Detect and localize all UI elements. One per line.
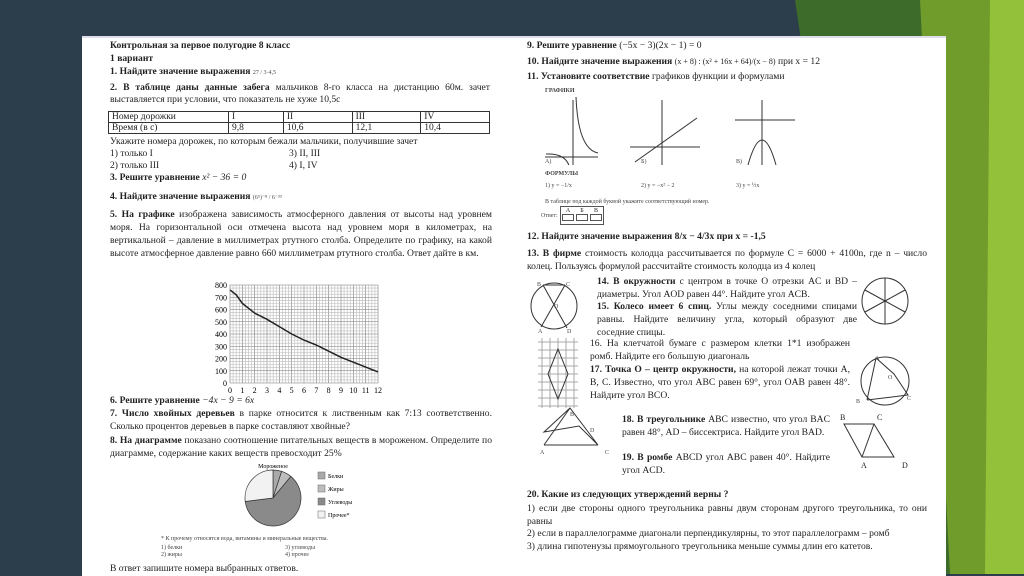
table-cell: IV — [421, 112, 490, 123]
q8-option: 4) прочее — [285, 552, 309, 558]
table-cell: I — [229, 112, 284, 123]
q6-text: 6. Решите уравнение — [110, 395, 200, 406]
q19-text: ABCD угол ABC равен 40°. Найдите угол ACD. — [622, 452, 830, 476]
q10-tail: при x = 12 — [777, 56, 820, 67]
x-tick-label: 11 — [361, 386, 370, 395]
fig-label: C — [877, 413, 883, 422]
q10-text: 10. Найдите значение выражения — [527, 56, 673, 67]
fig-label: A — [540, 450, 545, 456]
graphs-label: ГРАФИКИ — [545, 88, 575, 94]
x-tick-label: 12 — [374, 386, 382, 395]
q14-bold: 14. В окружности — [597, 276, 676, 287]
y-tick-label: 0 — [223, 379, 227, 388]
answer-cell-v[interactable] — [590, 208, 602, 223]
question-8 — [110, 434, 492, 460]
q17-bold: 17. Точка O – центр окружности, — [590, 364, 736, 375]
fig-label: C — [605, 450, 610, 456]
y-tick-label: 600 — [215, 305, 227, 315]
legend-label: Белки — [328, 474, 344, 480]
question-3 — [110, 172, 246, 184]
worksheet-title: Контрольная за первое полугодие 8 класс — [110, 40, 291, 51]
q12-tail: при x = -1,5 — [716, 231, 766, 242]
table-cell: Время (в с) — [109, 123, 229, 134]
fig-label: A — [538, 329, 543, 335]
answer-label: Ответ: — [541, 213, 558, 219]
race-table — [108, 111, 490, 134]
fig-label: B — [856, 399, 861, 405]
q11-text: графиков функции и формулами — [651, 71, 785, 82]
q2-option: 2) только III — [110, 160, 160, 171]
q3-text: 3. Решите уравнение — [110, 172, 200, 183]
question-12 — [527, 231, 766, 243]
x-tick-label: 7 — [314, 386, 319, 395]
question-15 — [597, 300, 857, 339]
q4-expression: (6⁵)⁻⁸ / 6⁻³³ — [252, 195, 282, 201]
legend-swatch — [318, 498, 325, 505]
table-cell: 9,8 — [229, 123, 284, 134]
fig-label: B — [537, 282, 542, 288]
fig-label: D — [590, 428, 595, 434]
q3-expression: x² − 36 = 0 — [202, 172, 247, 183]
question-6 — [110, 395, 254, 407]
question-4 — [110, 191, 282, 204]
y-tick-label: 400 — [215, 330, 227, 339]
q8-text: показано соотношение питательных веществ в мороженом. Определите по диаграмме, содержание каких веществ превосходит 25% — [110, 435, 492, 459]
q5-text: изображена зависимость атмосферного давления от высоты над уровнем моря. На горизонтальной оси отмечена высота над уровнем моря в километрах, на вертикальной – давление в миллиметрах ртутного столба. Определите по графику, на какой высоте атмосферное давление равно 660 миллиметрам ртутного столба. Ответ дайте в км. — [110, 209, 492, 259]
table-cell: Номер дорожки — [109, 112, 229, 123]
answer-cell-b[interactable] — [576, 208, 588, 223]
pie-footnote: * К прочему относятся вода, витамины и минеральные вещества. — [161, 536, 329, 542]
q13-bold: 13. В фирме — [527, 248, 582, 259]
graph-label-b: Б) — [641, 159, 647, 165]
answer-col-label: Б — [580, 208, 584, 214]
q11-instruction: В таблице под каждой буквой укажите соответствующий номер. — [545, 199, 710, 205]
answer-cell-a[interactable] — [562, 208, 574, 223]
question-13 — [527, 247, 927, 273]
q8-option: 3) углеводы — [285, 545, 316, 551]
icecream-pie-chart — [230, 462, 390, 534]
q20-option: 1) если две стороны одного треугольника равны двум сторонам другого треугольника, то они равны — [527, 503, 927, 527]
question-11 — [527, 71, 784, 83]
x-tick-label: 4 — [277, 386, 282, 395]
formula-3: 3) y = ½x — [736, 183, 760, 189]
q8-option: 1) белки — [161, 545, 183, 551]
q12-text: 12. Найдите значение выражения — [527, 231, 673, 242]
x-tick-label: 0 — [228, 386, 232, 395]
question-16: 16. На клетчатой бумаге с размером клетки 1*1 изображен ромб. Найдите его большую диагональ — [590, 338, 850, 362]
question-7 — [110, 407, 492, 433]
answer-instruction: В ответ запишите номера выбранных ответов. — [110, 563, 299, 574]
answer-col-label: А — [565, 208, 571, 214]
question-1 — [110, 66, 276, 79]
table-cell: 10,6 — [283, 123, 352, 134]
q2-text: мальчиков 8-го класса на дистанцию 60м. зачет выставляется при условии, что показатель не хуже 10,5с — [110, 82, 490, 105]
fig-label: D — [902, 461, 908, 470]
graph-label-a: А) — [545, 159, 552, 165]
x-tick-label: 8 — [326, 386, 331, 395]
answer-col-label: В — [593, 208, 598, 214]
q15-text: Углы между соседними спицами равны. Найдите величину угла, который образуют две соседние спицы. — [597, 301, 857, 338]
legend-label: Жиры — [328, 487, 344, 493]
y-tick-label: 800 — [215, 281, 227, 290]
legend-label: Углеводы — [328, 500, 353, 506]
pressure-chart — [200, 278, 400, 398]
legend-swatch — [318, 472, 325, 479]
question-20: 20. Какие из следующих утверждений верны ? — [527, 489, 729, 500]
q11-bold: 11. Установите соответствие — [527, 71, 650, 82]
q2-option: 4) I, IV — [289, 160, 318, 171]
x-tick-label: 10 — [349, 386, 358, 395]
y-tick-label: 700 — [215, 293, 227, 303]
fig-label: O — [888, 375, 893, 381]
y-tick-label: 100 — [215, 366, 227, 376]
q5-bold: 5. На графике — [110, 209, 175, 220]
q2-bold: 2. В таблице даны данные забега — [110, 82, 270, 93]
question-18 — [622, 413, 830, 439]
fig-label: A — [861, 461, 867, 470]
formula-1: 1) y = −1/x — [545, 183, 572, 189]
q10-expression: (x + 8) : (x² + 16x + 64)/(x − 8) — [674, 57, 776, 66]
q14-text: с центром в точке O отрезки AC и BD – диаметры. Угол AOD равен 44°. Найдите угол ACB. — [597, 276, 857, 300]
formula-2: 2) y = −x² − 2 — [641, 183, 675, 189]
fig-label: A — [875, 356, 880, 362]
graph-label-v: В) — [736, 159, 742, 165]
q19-bold: 19. В ромбе — [622, 452, 673, 463]
pie-title: Мороженое — [258, 464, 288, 470]
q7-text: в парке относится к лиственным как 7:13 соответственно. Сколько процентов деревьев в парке составляют хвойные? — [110, 408, 492, 432]
q12-expression: 8/x − 4/3x — [674, 231, 715, 242]
table-row — [109, 112, 490, 123]
x-tick-label: 5 — [289, 386, 294, 395]
q2-option: 1) только I — [110, 148, 153, 159]
q2-prompt: Укажите номера дорожек, по которым бежали мальчики, получившие зачет — [110, 136, 418, 147]
x-tick-label: 6 — [302, 386, 306, 395]
answer-grid — [560, 206, 604, 225]
q13-text: стоимость колодца рассчитывается по формуле C = 6000 + 4100n, где n – число колец. Пользуясь формулой рассчитайте стоимость колодца из 4 колец — [527, 248, 928, 272]
formulas-label: ФОРМУЛЫ — [545, 171, 579, 177]
fig-label: B — [840, 413, 846, 422]
function-graphs — [540, 95, 810, 165]
q18-text: ABC известно, что угол BAC равен 48°, AD – биссектриса. Найдите угол BAD. — [622, 414, 830, 438]
q9-expression: (−5x − 3)(2x − 1) = 0 — [619, 40, 702, 51]
legend-swatch — [318, 485, 325, 492]
fig-label: C — [566, 282, 571, 288]
question-14 — [597, 275, 857, 301]
q17-text: на которой лежат точки A, B, C. Известно, что угол ABC равен 69°, угол OAB равен 48°. Найдите угол BCO. — [590, 364, 850, 401]
q7-bold: 7. Число хвойных деревьев — [110, 408, 235, 419]
legend-swatch — [318, 511, 325, 518]
q6-expression: −4x − 9 = 6x — [202, 395, 255, 406]
table-cell: III — [352, 112, 421, 123]
question-10 — [527, 56, 820, 68]
legend-label: Прочее* — [328, 513, 350, 519]
question-2 — [110, 82, 490, 106]
q8-option: 2) жиры — [161, 552, 182, 558]
q4-text: 4. Найдите значение выражения — [110, 191, 251, 202]
q2-option: 3) II, III — [289, 148, 321, 159]
fig-label: B — [570, 412, 575, 418]
q1-expression: 27 / 3·4,5 — [252, 70, 277, 76]
question-5 — [110, 208, 492, 260]
q9-text: 9. Решите уравнение — [527, 40, 617, 51]
question-9 — [527, 40, 702, 52]
x-tick-label: 9 — [339, 386, 343, 395]
q8-bold: 8. На диаграмме — [110, 435, 182, 446]
fig-label: D — [567, 329, 572, 335]
table-row — [109, 123, 490, 134]
q15-bold: 15. Колесо имеет 6 спиц. — [597, 301, 712, 312]
variant-label: 1 вариант — [110, 53, 154, 64]
table-cell: 10,4 — [421, 123, 490, 134]
q18-bold: 18. В треугольнике — [622, 414, 706, 425]
fig-label: C — [907, 396, 912, 402]
table-cell: 12,1 — [352, 123, 421, 134]
q1-text: 1. Найдите значение выражения — [110, 66, 251, 77]
question-19 — [622, 451, 830, 477]
y-tick-label: 200 — [215, 354, 227, 364]
x-tick-label: 3 — [265, 386, 269, 395]
fig-label: O — [554, 304, 559, 310]
q20-option: 2) если в параллелограмме диагонали перпендикулярны, то этот параллелограмм – ромб — [527, 528, 890, 539]
y-tick-label: 300 — [215, 342, 227, 352]
q20-option: 3) длина гипотенузы прямоугольного треугольника меньше суммы длин его катетов. — [527, 541, 873, 552]
table-cell: II — [283, 112, 352, 123]
y-tick-label: 500 — [215, 317, 227, 327]
x-tick-label: 1 — [240, 386, 245, 395]
pie-slice — [245, 470, 273, 502]
x-tick-label: 2 — [252, 386, 257, 395]
question-17 — [590, 363, 850, 402]
